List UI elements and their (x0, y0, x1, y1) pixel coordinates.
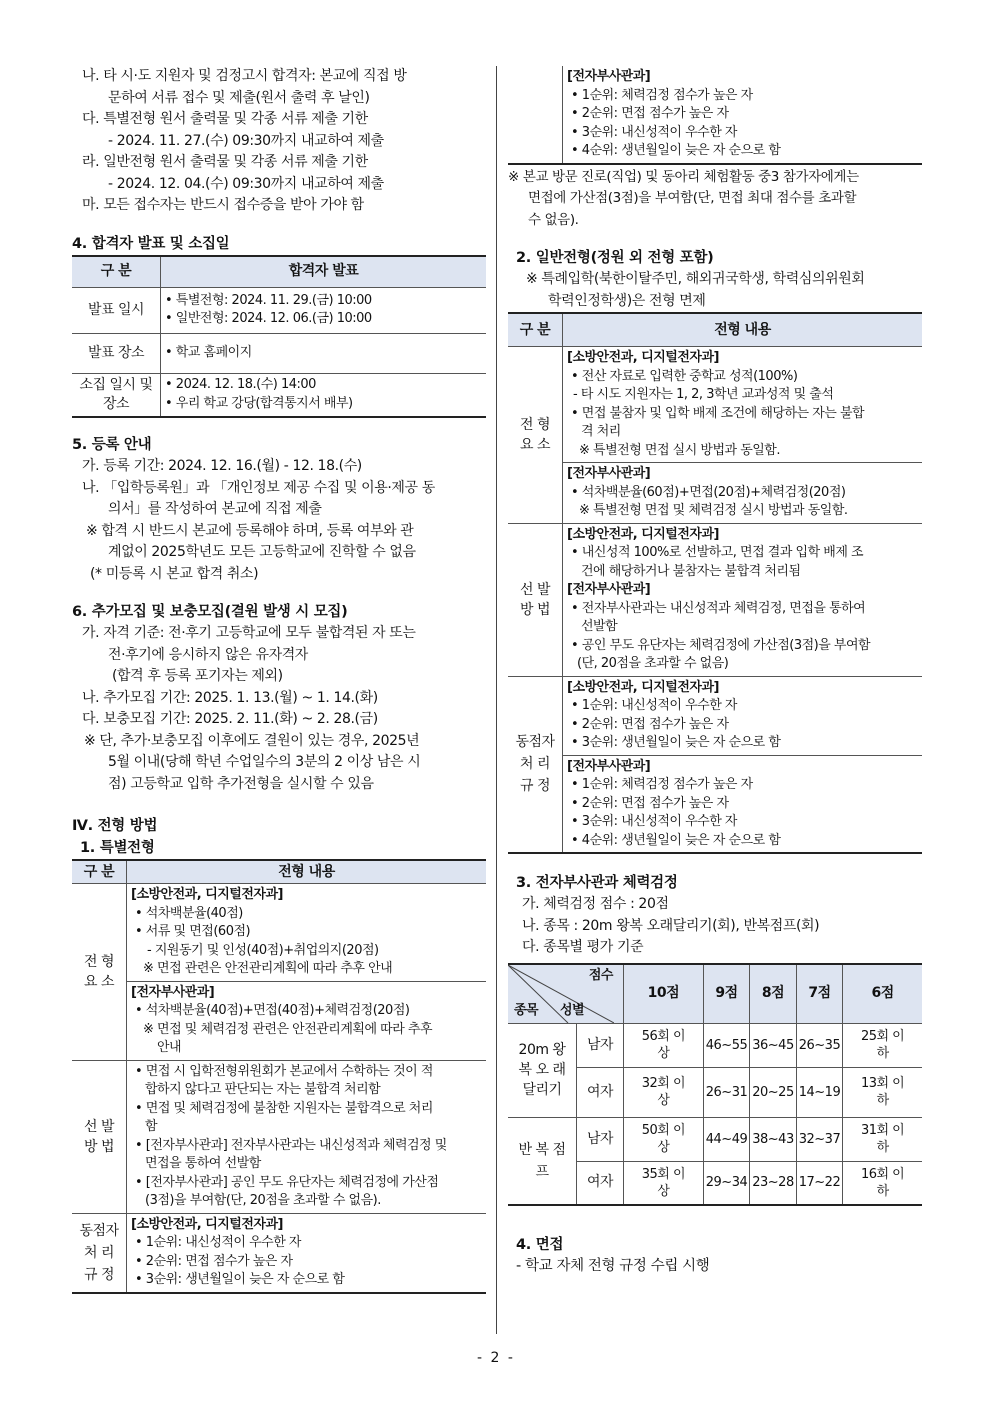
text-line: 나. 종목 : 20m 왕복 오래달리기(회), 반복점프(회) (522, 917, 820, 934)
section-title: 3. 전자부사관과 체력검정 (516, 875, 678, 891)
list-item: - 지원동기 및 인성(40점)+취업의지(20점) (147, 942, 379, 958)
text-line: 나. 「입학등록원」과 「개인정보 제공 수집 및 이용·제공 동 (82, 479, 435, 496)
subsection-label: [소방안전과, 디지털전자과] (567, 350, 719, 365)
list-item: • 2순위: 면접 점수가 높은 자 (571, 716, 729, 732)
table-category: 전 형 요 소 (508, 347, 563, 524)
announcement-table (72, 255, 486, 419)
subsection-label: [소방안전과, 디지털전자과] (567, 526, 719, 542)
subsection-label: [소방안전과, 디지털전자과] (567, 679, 719, 695)
gender-cell: 남자 (577, 1117, 624, 1161)
text-line: - 학교 자체 전형 규정 수립 시행 (516, 1258, 710, 1274)
list-item: 격 처리 (581, 424, 621, 439)
table-cell (127, 1213, 487, 1293)
subsection-label: [전자부사관과] (567, 582, 651, 597)
score-cell: 31회 이하 (843, 1117, 922, 1161)
list-item: • 면접 시 입학전형위원회가 본교에서 수학하는 것이 적 (135, 1063, 433, 1079)
score-header: 8점 (750, 964, 796, 1024)
list-item: • 1순위: 내신성적이 우수한 자 (135, 1235, 301, 1250)
list-item: • 3순위: 생년월일이 늦은 자 순으로 함 (135, 1272, 345, 1287)
list-item: • [전자부사관과] 전자부사관과는 내신성적과 체력검정 및 (135, 1137, 447, 1153)
list-item: • 일반전형: 2024. 12. 06.(금) 10:00 (165, 311, 372, 326)
list-item: • 학교 홈페이지 (165, 344, 252, 360)
text-line: ※ 합격 시 반드시 본교에 등록해야 하며, 등록 여부와 관 (86, 522, 414, 539)
page-number: - 2 - (477, 1350, 515, 1366)
right-column (508, 66, 922, 1278)
list-item: • 내신성적 100%로 선발하고, 면접 결과 입학 배제 조 (571, 545, 864, 560)
table-category: 발표 장소 (72, 333, 161, 373)
text-line: 가. 등록 기간: 2024. 12. 16.(월) - 12. 18.(수) (82, 458, 362, 474)
text-line: (합격 후 등록 포기자는 제외) (112, 668, 283, 684)
subsection-label: [소방안전과, 디지털전자과] (131, 887, 283, 902)
list-item: • 3순위: 내신성적이 우수한 자 (571, 124, 737, 140)
diagonal-header-cell (508, 964, 624, 1024)
diag-score-label: 점수 (588, 967, 613, 983)
table-cell (563, 755, 923, 853)
list-item: (단, 20점을 초과할 수 없음) (577, 656, 729, 671)
subsection-label: [전자부사관과] (567, 758, 651, 774)
table-category: 소집 일시 및 장소 (72, 373, 161, 417)
special-admission-table-continued (508, 66, 922, 165)
text-line: ※ 본교 방문 진로(직업) 및 동아리 체험활동 중3 참가자에게는 (508, 168, 859, 185)
table-header: 전형 내용 (563, 313, 923, 347)
table-category: 동점자 처 리 규 정 (72, 1213, 127, 1293)
text-line: 계없이 2025학년도 모든 고등학교에 진학할 수 없음 (108, 544, 416, 560)
table-cell (127, 981, 487, 1060)
text-line: 문하여 서류 접수 및 제출(원서 출력 후 날인) (108, 89, 370, 106)
score-cell: 25회 이하 (843, 1023, 922, 1067)
list-item: 합하지 않다고 판단되는 자는 불합격 처리함 (145, 1082, 381, 1097)
score-cell: 46~55 (703, 1023, 749, 1067)
list-item: ※ 특별전형 면접 및 체력검정 실시 방법과 동일함. (579, 503, 848, 518)
section-title: 5. 등록 안내 (72, 437, 152, 453)
diag-gender-label: 성별 (560, 1003, 585, 1018)
list-item: • [전자부사관과] 공인 무도 유단자는 체력검정에 가산점 (135, 1174, 439, 1190)
special-admission-table (72, 859, 486, 1294)
registration-info (72, 456, 486, 585)
text-line: 나. 타 시·도 지원자 및 검정고시 합격자: 본교에 직접 방 (82, 68, 407, 84)
list-item: ※ 면접 및 체력검정 관련은 안전관리계획에 따라 추후 (143, 1021, 433, 1037)
column-divider (496, 66, 497, 1334)
list-item: • 석차백분율(40점) (135, 905, 243, 921)
text-line: 나. 추가모집 기간: 2025. 1. 13.(월) ~ 1. 14.(화) (82, 689, 378, 706)
score-header: 9점 (703, 964, 749, 1024)
gender-cell: 여자 (577, 1161, 624, 1205)
text-line: ※ 단, 추가·보충모집 이후에도 결원이 있는 경우, 2025년 (84, 732, 420, 749)
fitness-test-table (508, 963, 922, 1207)
additional-recruitment-info (72, 623, 486, 795)
table-category (508, 66, 563, 164)
table-cell (563, 463, 923, 524)
score-cell: 14~19 (796, 1067, 842, 1117)
list-item: • 특별전형: 2024. 11. 29.(금) 10:00 (165, 292, 372, 308)
text-line: 전·후기에 응시하지 않은 유자격자 (108, 646, 308, 663)
list-item: 건에 해당하거나 불참자는 불합격 처리됨 (581, 563, 801, 579)
score-cell: 50회 이상 (624, 1117, 704, 1161)
score-cell: 20~25 (750, 1067, 796, 1117)
list-item: 면접을 통하여 선발함 (145, 1156, 261, 1171)
table-cell (563, 347, 923, 463)
subsection-label: [전자부사관과] (567, 466, 651, 481)
score-header: 7점 (796, 964, 842, 1024)
text-line: 라. 일반전형 원서 출력물 및 각종 서류 제출 기한 (82, 154, 368, 170)
general-admission-table (508, 312, 922, 854)
text-line: 수 없음). (528, 211, 579, 228)
list-item: (3점)을 부여함(단, 20점을 초과할 수 없음). (145, 1193, 381, 1208)
list-item: • 4순위: 생년월일이 늦은 자 순으로 함 (571, 143, 781, 158)
text-line: - 2024. 11. 27.(수) 09:30까지 내교하여 제출 (108, 132, 384, 149)
text-line: (* 미등록 시 본교 합격 취소) (90, 565, 259, 582)
table-cell (563, 676, 923, 755)
text-line: 다. 특별전형 원서 출력물 및 각종 서류 제출 기한 (82, 111, 368, 127)
list-item: • 1순위: 체력검정 점수가 높은 자 (571, 777, 753, 792)
list-item: ※ 면접 관련은 안전관리계획에 따라 추후 안내 (143, 961, 393, 976)
score-header: 6점 (843, 964, 922, 1024)
list-item: 선발함 (581, 619, 618, 634)
event-name: 20m 왕 복 오 래 달리기 (508, 1023, 577, 1117)
score-cell: 36~45 (750, 1023, 796, 1067)
list-item: • 석차백분율(40점)+면접(40점)+체력검정(20점) (135, 1003, 410, 1018)
list-item: • 전산 자료로 입력한 중학교 성적(100%) (571, 368, 798, 384)
text-line: 점) 고등학교 입학 추가전형을 실시할 수 있음 (108, 775, 374, 792)
table-cell (563, 66, 923, 164)
score-header: 10점 (624, 964, 704, 1024)
text-line: 의서」를 작성하여 본교에 직접 제출 (108, 501, 322, 517)
list-item: • 2순위: 면접 점수가 높은 자 (571, 795, 729, 811)
list-item: • 면접 및 체력검정에 불참한 지원자는 불합격으로 처리 (135, 1100, 433, 1116)
table-category: 선 발 방 법 (72, 1060, 127, 1213)
text-line: - 2024. 12. 04.(수) 09:30까지 내교하여 제출 (108, 175, 384, 192)
subsection-label: [소방안전과, 디지털전자과] (131, 1216, 283, 1232)
list-item: • 3순위: 생년월일이 늦은 자 순으로 함 (571, 735, 781, 750)
score-cell: 16회 이하 (843, 1161, 922, 1205)
text-line: 가. 자격 기준: 전·후기 고등학교에 모두 불합격된 자 또는 (82, 625, 416, 641)
chapter-title: Ⅳ. 전형 방법 (72, 818, 158, 834)
score-cell: 17~22 (796, 1161, 842, 1205)
table-header: 구 분 (72, 256, 161, 288)
table-cell (127, 884, 487, 982)
list-item: 함 (145, 1119, 158, 1134)
score-cell: 32~37 (796, 1117, 842, 1161)
score-cell: 32회 이상 (624, 1067, 704, 1117)
subsection-label: [전자부사관과] (131, 984, 215, 1000)
list-item: ※ 특별전형 면접 실시 방법과 동일함. (579, 442, 780, 458)
table-cell (161, 333, 487, 373)
table-header: 구 분 (508, 313, 563, 347)
event-name: 반 복 점 프 (508, 1117, 577, 1205)
list-item: • 3순위: 내신성적이 우수한 자 (571, 814, 737, 829)
text-line: 학력인정학생)은 전형 면제 (548, 292, 706, 309)
text-line: 면접에 가산점(3점)을 부여함(단, 면접 최대 점수를 초과할 (528, 190, 857, 206)
list-item: • 우리 학교 강당(합격통지서 배부) (165, 395, 353, 411)
section-title: 4. 면접 (516, 1237, 564, 1253)
list-item: - 타 시도 지원자는 1, 2, 3학년 교과성적 및 출석 (573, 387, 834, 402)
table-category: 발표 일시 (72, 287, 161, 333)
table-header: 구 분 (72, 860, 127, 884)
score-cell: 44~49 (703, 1117, 749, 1161)
score-cell: 56회 이상 (624, 1023, 704, 1067)
list-item: • 전자부사관과는 내신성적과 체력검정, 면접을 통하여 (571, 600, 866, 616)
list-item: • 4순위: 생년월일이 늦은 자 순으로 함 (571, 832, 781, 848)
text-line: 마. 모든 접수자는 반드시 접수증을 받아 가야 함 (82, 197, 364, 213)
list-item: • 서류 및 면접(60점) (135, 924, 251, 939)
left-column (72, 66, 486, 1294)
list-item: • 2024. 12. 18.(수) 14:00 (165, 377, 316, 393)
list-item: • 공인 무도 유단자는 체력검정에 가산점(3점)을 부여함 (571, 637, 871, 653)
application-procedure (72, 66, 486, 217)
list-item: • 1순위: 내신성적이 우수한 자 (571, 698, 737, 713)
table-header: 합격자 발표 (161, 256, 487, 288)
score-cell: 13회 이하 (843, 1067, 922, 1117)
score-cell: 29~34 (703, 1161, 749, 1205)
score-cell: 26~35 (796, 1023, 842, 1067)
table-header: 전형 내용 (127, 860, 487, 884)
text-line: ※ 특례입학(북한이탈주민, 해외귀국학생, 학력심의위원회 (526, 271, 865, 287)
table-cell (161, 287, 487, 333)
subsection-label: [전자부사관과] (567, 69, 651, 84)
table-category: 동점자 처 리 규 정 (508, 676, 563, 853)
gender-cell: 남자 (577, 1023, 624, 1067)
section-title: 6. 추가모집 및 보충모집(결원 발생 시 모집) (72, 604, 348, 620)
list-item: 안내 (157, 1040, 182, 1055)
gender-cell: 여자 (577, 1067, 624, 1117)
table-cell (161, 373, 487, 417)
diag-event-label: 종목 (514, 1003, 539, 1018)
list-item: • 2순위: 면접 점수가 높은 자 (135, 1253, 293, 1269)
text-line: 다. 종목별 평가 기준 (522, 939, 644, 955)
section-title: 4. 합격자 발표 및 소집일 (72, 235, 230, 252)
section-title: 1. 특별전형 (80, 840, 155, 856)
table-category: 전 형 요 소 (72, 884, 127, 1061)
table-cell (563, 523, 923, 676)
text-line: 5월 이내(당해 학년 수업일수의 3분의 2 이상 남은 시 (108, 754, 421, 770)
score-cell: 38~43 (750, 1117, 796, 1161)
section-title: 2. 일반전형(정원 외 전형 포함) (516, 250, 714, 266)
list-item: • 1순위: 체력검정 점수가 높은 자 (571, 87, 753, 103)
list-item: • 석차백분율(60점)+면접(20점)+체력검정(20점) (571, 484, 846, 500)
list-item: • 2순위: 면접 점수가 높은 자 (571, 106, 729, 121)
score-cell: 35회 이상 (624, 1161, 704, 1205)
text-line: 다. 보충모집 기간: 2025. 2. 11.(화) ~ 2. 28.(금) (82, 711, 378, 727)
score-cell: 26~31 (703, 1067, 749, 1117)
table-category: 선 발 방 법 (508, 523, 563, 676)
bonus-note (508, 167, 922, 232)
text-line: 가. 체력검정 점수 : 20점 (522, 896, 669, 912)
score-cell: 23~28 (750, 1161, 796, 1205)
list-item: • 면접 불참자 및 입학 배제 조건에 해당하는 자는 불합 (571, 405, 865, 421)
table-cell (127, 1060, 487, 1213)
